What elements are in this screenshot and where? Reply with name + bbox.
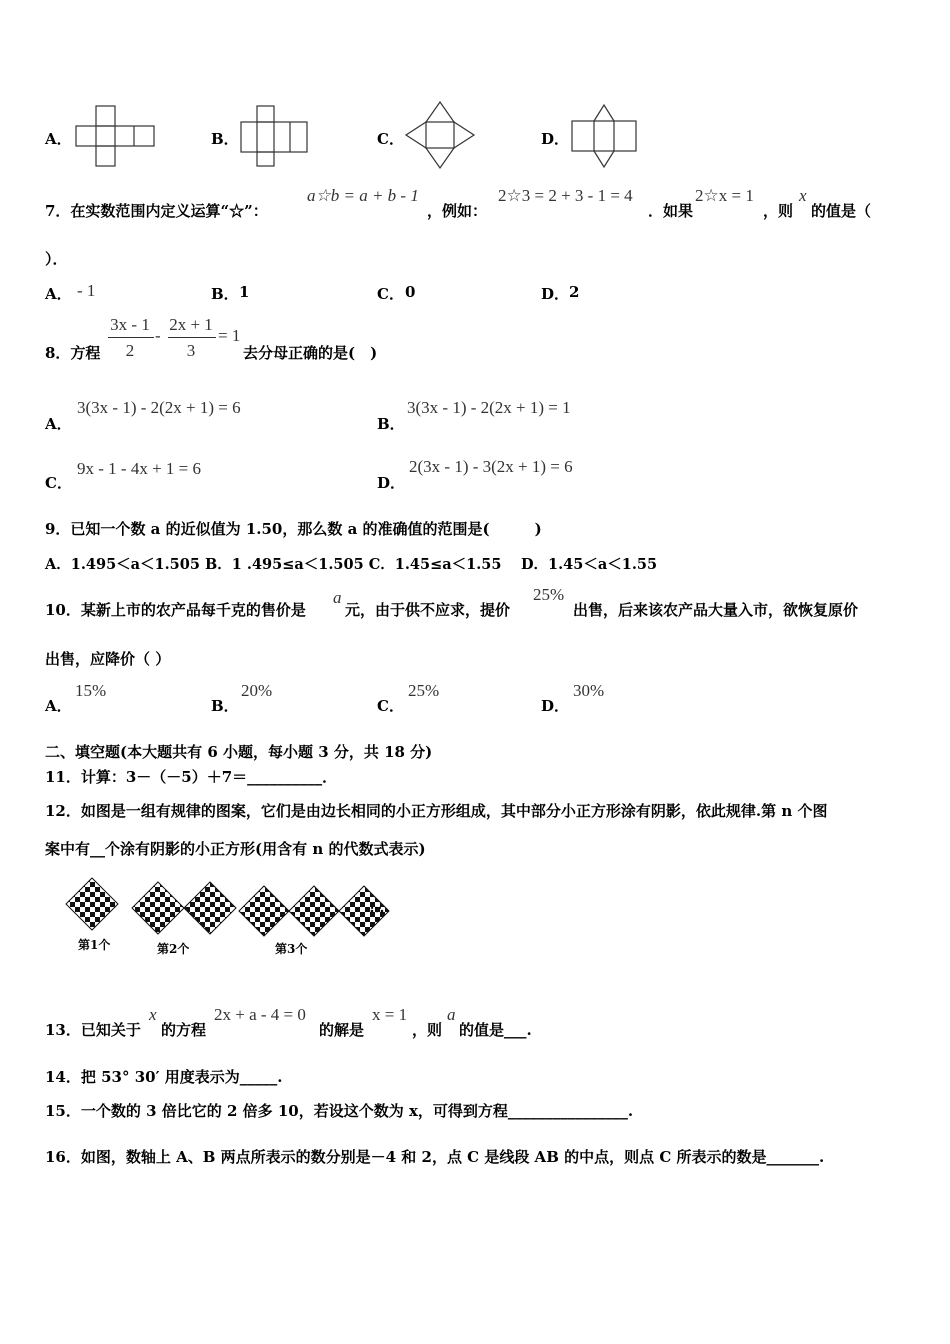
q12-pattern-figure [60,872,400,962]
q7-variable: x [799,186,807,205]
q8-option-d-label: D． [377,474,406,492]
q14-stem: 14．把 53° 30′ 用度表示为_____. [45,1068,283,1086]
q10-stem-line2: 出售，应降价（ ） [45,650,171,668]
q13-variable-x: x [149,1005,157,1024]
q7-option-a-value: - 1 [77,281,96,300]
q8-fraction2-bar [168,337,216,338]
q7-option-b-value: 1 [239,283,250,301]
q13-stem-end: 的值是___. [459,1021,532,1039]
q12-ellipsis: … [370,898,382,912]
q12-pattern-1 [66,878,118,930]
q8-fraction2-denominator: 3 [186,341,196,360]
q8-stem: 8．方程 [45,344,101,362]
q10-option-b-label: B． [211,697,239,715]
q7-option-b-label: B． [211,285,239,303]
q13-stem-mid: 的方程 [161,1021,207,1039]
q7-option-a-label: A． [45,285,72,303]
q8-tail: 去分母正确的是( ) [243,344,378,362]
q6-figure-c [404,100,476,170]
q8-option-a-value: 3(3x - 1) - 2(2x + 1) = 6 [77,398,241,417]
q10-stem-mid: 元，由于供不应求，提价 [345,601,511,619]
q13-stem-mid2: 的解是 [319,1021,365,1039]
q8-option-d-value: 2(3x - 1) - 3(2x + 1) = 6 [409,457,573,476]
q7-stem: 7．在实数范围内定义运算“☆”： [45,202,268,220]
q10-stem-start: 10．某新上市的农产品每千克的售价是 [45,601,306,619]
q12-label-1: 第1个 [78,938,111,952]
q7-example: 2☆3 = 2 + 3 - 1 = 4 [498,186,633,205]
q8-option-c-value: 9x - 1 - 4x + 1 = 6 [77,459,201,478]
q7-definition: a☆b = a + b - 1 [307,186,419,205]
q6-option-a-label: A． [45,130,72,148]
q7-option-c-value: 0 [405,283,416,301]
q16-stem: 16．如图，数轴上 A、B 两点所表示的数分别是－4 和 2，点 C 是线段 AB 的中点，则点 C 所表示的数是_______. [45,1148,825,1166]
q13-solution: x = 1 [372,1005,408,1024]
q8-fraction1-numerator: 3x - 1 [110,315,150,334]
q10-option-b-value: 20% [241,681,273,700]
q10-option-a-value: 15% [75,681,107,700]
q13-stem-mid3: ，则 [412,1021,443,1039]
q15-stem: 15．一个数的 3 倍比它的 2 倍多 10，若设这个数为 x，可得到方程________________. [45,1102,634,1120]
q9-options: A．1.495＜a＜1.505 B．1 .495≤a＜1.505 C．1.45≤a＜1.55 D．1.45＜a＜1.55 [45,556,658,573]
q10-option-d-label: D． [541,697,570,715]
q6-option-b-label: B． [211,130,239,148]
q8-option-a-label: A． [45,415,72,433]
q7-condition-label: ．如果 [648,202,694,220]
q12-stem-line2: 案中有__个涂有阴影的小正方形(用含有 n 的代数式表示) [45,840,426,858]
q10-option-a-label: A． [45,697,72,715]
q11-stem: 11．计算：3－（－5）＋7＝__________． [45,768,338,786]
q7-tail: 的值是（ [811,202,872,220]
q7-then: ，则 [763,202,794,220]
q8-fraction1-denominator: 2 [125,341,135,360]
q12-pattern-3 [239,886,389,936]
q12-stem-line1: 12．如图是一组有规律的图案，它们是由边长相同的小正方形组成，其中部分小正方形涂有阴影，依此规律.第 n 个图 [45,802,828,820]
q13-equation: 2x + a - 4 = 0 [214,1005,306,1024]
q10-variable: a [333,588,342,607]
q6-figure-d [570,101,640,169]
q12-label-3: 第3个 [275,942,308,956]
q8-option-b-value: 3(3x - 1) - 2(2x + 1) = 1 [407,398,571,417]
q10-percent: 25% [533,585,565,604]
q7-option-d-value: 2 [569,283,580,301]
q7-close: ）． [45,250,68,268]
q7-option-c-label: C． [377,285,404,303]
q8-option-c-label: C． [45,474,72,492]
q6-option-c-label: C． [377,130,404,148]
q13-stem-start: 13．已知关于 [45,1021,141,1039]
q10-option-c-value: 25% [408,681,440,700]
q9-stem: 9．已知一个数 a 的近似值为 1.50，那么数 a 的准确值的范围是( ) [45,520,542,538]
q8-equals: = 1 [218,326,241,345]
section2-heading: 二、填空题(本大题共有 6 小题，每小题 3 分，共 18 分) [45,743,433,761]
q8-option-b-label: B． [377,415,405,433]
q7-condition: 2☆x = 1 [695,186,754,205]
q8-fraction1-bar [108,337,154,338]
q12-pattern-2 [132,882,236,934]
q6-figure-b [239,104,311,168]
q7-option-d-label: D． [541,285,570,303]
q6-option-d-label: D． [541,130,570,148]
q13-variable-a: a [447,1005,456,1024]
q6-figure-a [74,104,158,168]
q7-example-label: ，例如： [427,202,488,220]
q12-label-2: 第2个 [157,942,190,956]
q10-option-d-value: 30% [573,681,605,700]
q10-option-c-label: C． [377,697,404,715]
q8-minus: - [155,326,161,345]
q10-stem-end: 出售，后来该农产品大量入市，欲恢复原价 [573,601,859,619]
q8-fraction2-numerator: 2x + 1 [169,315,213,334]
